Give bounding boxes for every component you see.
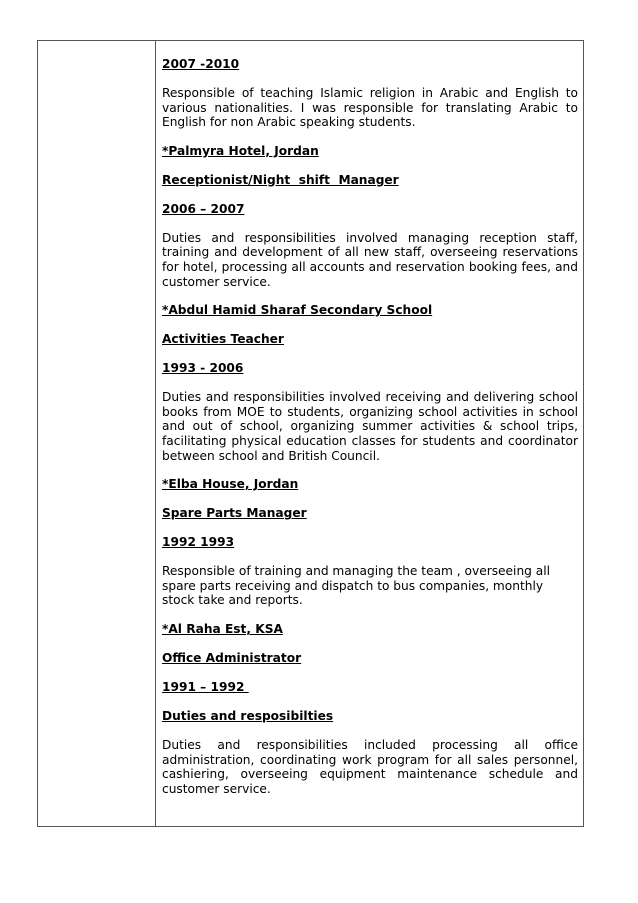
job-title-heading: Receptionist/Night shift Manager	[162, 172, 399, 187]
job-title-heading: Spare Parts Manager	[162, 506, 307, 521]
left-column-cell	[38, 41, 156, 826]
date-range-heading: 1993 - 2006	[162, 361, 244, 376]
job-description: Duties and responsibilities involved managing reception staff, training and development of all new staff, overseeing reservations for hotel, processing all accounts and reservation booking fees, and customer service.	[162, 230, 578, 289]
employer-heading: *Elba House, Jordan	[162, 477, 299, 492]
job-description: Duties and responsibilities included processing all office administration, coordinating work program for all sales personnel, cashiering, overseeing equipment maintenance schedule and customer service.	[162, 737, 578, 796]
date-range-heading: 1992 1993	[162, 535, 235, 550]
job-description: Responsible of teaching Islamic religion in Arabic and English to various nationalities. I was responsible for translating Arabic to English for non Arabic speaking students.	[162, 86, 578, 130]
job-description: Responsible of training and managing the team , overseeing all spare parts receiving and dispatch to bus companies, monthly stock take and reports.	[162, 564, 551, 608]
job-title-heading: Activities Teacher	[162, 332, 284, 347]
job-title-heading: Office Administrator	[162, 650, 302, 665]
resume-table	[37, 40, 584, 827]
date-range-heading: 2007 -2010	[162, 57, 240, 71]
date-range-heading: 2006 – 2007	[162, 201, 245, 216]
employer-heading: *Palmyra Hotel, Jordan	[162, 143, 319, 158]
employer-heading: *Abdul Hamid Sharaf Secondary School	[162, 303, 433, 318]
job-description: Duties and responsibilities involved receiving and delivering school books from MOE to students, organizing school activities in school and out of school, organizing summer activities & school trips, facilitating physical education classes for students and coordinator between school and British Council.	[162, 390, 578, 463]
work-experience-cell	[162, 57, 578, 810]
employer-heading: *Al Raha Est, KSA	[162, 621, 283, 636]
duties-heading: Duties and resposibilties	[162, 708, 334, 723]
date-range-heading: 1991 – 1992	[162, 679, 249, 694]
